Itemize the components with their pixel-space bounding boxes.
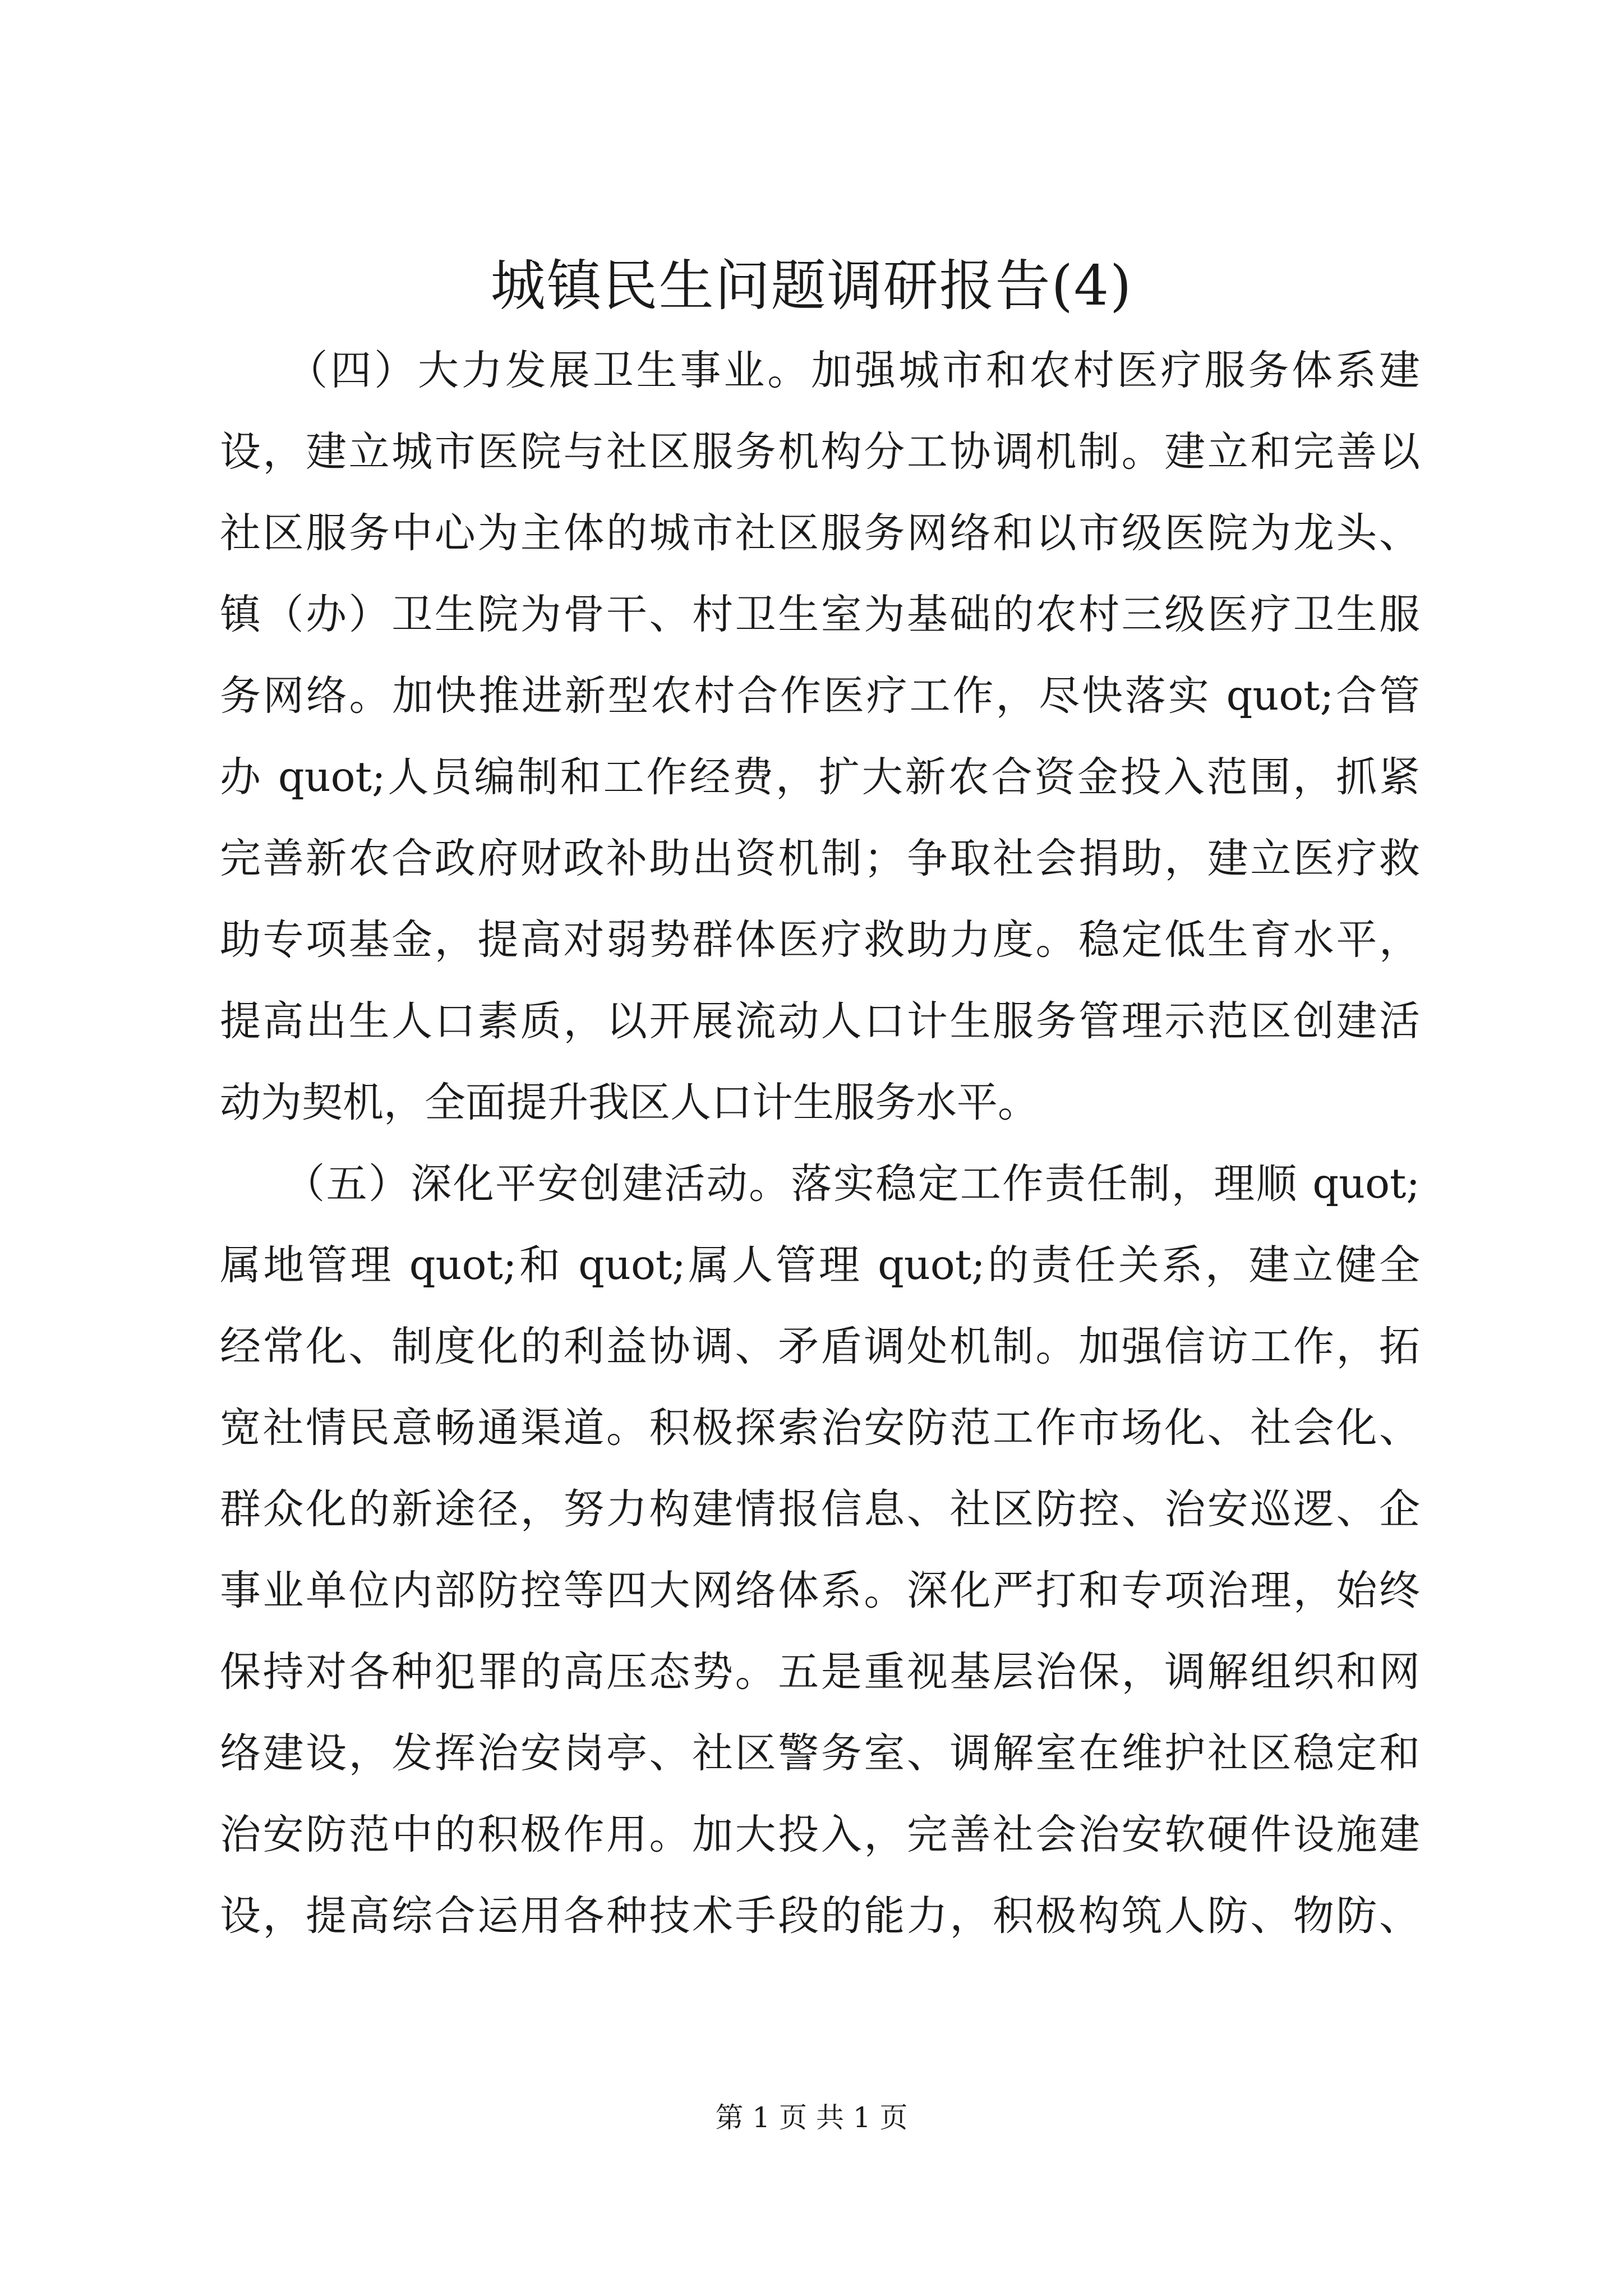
text-line: 社区服务中心为主体的城市社区服务网络和以市级医院为龙头、 (220, 509, 1420, 557)
text-line: 务网络。加快推进新型农村合作医疗工作，尽快落实 quot;合管 (220, 672, 1420, 720)
text-line: 事业单位内部防控等四大网络体系。深化严打和专项治理，始终 (220, 1567, 1420, 1614)
text-line: 办 quot;人员编制和工作经费，扩大新农合资金投入范围，抓紧 (220, 753, 1420, 801)
text-line: 动为契机，全面提升我区人口计生服务水平。 (220, 1079, 1039, 1126)
text-line: （五）深化平安创建活动。落实稳定工作责任制，理顺 quot; (220, 1160, 1420, 1208)
document-title: 城镇民生问题调研报告(4) (490, 254, 1133, 318)
document-body (220, 330, 1420, 1957)
text-line: 设，建立城市医院与社区服务机构分工协调机制。建立和完善以 (220, 428, 1420, 476)
text-line: 群众化的新途径，努力构建情报信息、社区防控、治安巡逻、企 (220, 1485, 1420, 1533)
page-footer: 第 1 页 共 1 页 (715, 2101, 908, 2134)
text-line: （四）大力发展卫生事业。加强城市和农村医疗服务体系建 (220, 347, 1420, 394)
text-line: 属地管理 quot;和 quot;属人管理 quot;的责任关系，建立健全 (220, 1241, 1420, 1289)
text-line: 宽社情民意畅通渠道。积极探索治安防范工作市场化、社会化、 (220, 1404, 1420, 1452)
text-line: 助专项基金，提高对弱势群体医疗救助力度。稳定低生育水平， (220, 916, 1420, 964)
text-line: 完善新农合政府财政补助出资机制；争取社会捐助，建立医疗救 (220, 835, 1420, 882)
text-line: 治安防范中的积极作用。加大投入，完善社会治安软硬件设施建 (220, 1811, 1420, 1858)
text-line: 设，提高综合运用各种技术手段的能力，积极构筑人防、物防、 (220, 1892, 1420, 1940)
text-line: 提高出生人口素质，以开展流动人口计生服务管理示范区创建活 (220, 997, 1420, 1045)
text-line: 络建设，发挥治安岗亭、社区警务室、调解室在维护社区稳定和 (220, 1729, 1420, 1777)
text-line: 镇（办）卫生院为骨干、村卫生室为基础的农村三级医疗卫生服 (220, 591, 1420, 638)
text-line: 保持对各种犯罪的高压态势。五是重视基层治保，调解组织和网 (220, 1648, 1420, 1696)
text-line: 经常化、制度化的利益协调、矛盾调处机制。加强信访工作，拓 (220, 1323, 1420, 1370)
